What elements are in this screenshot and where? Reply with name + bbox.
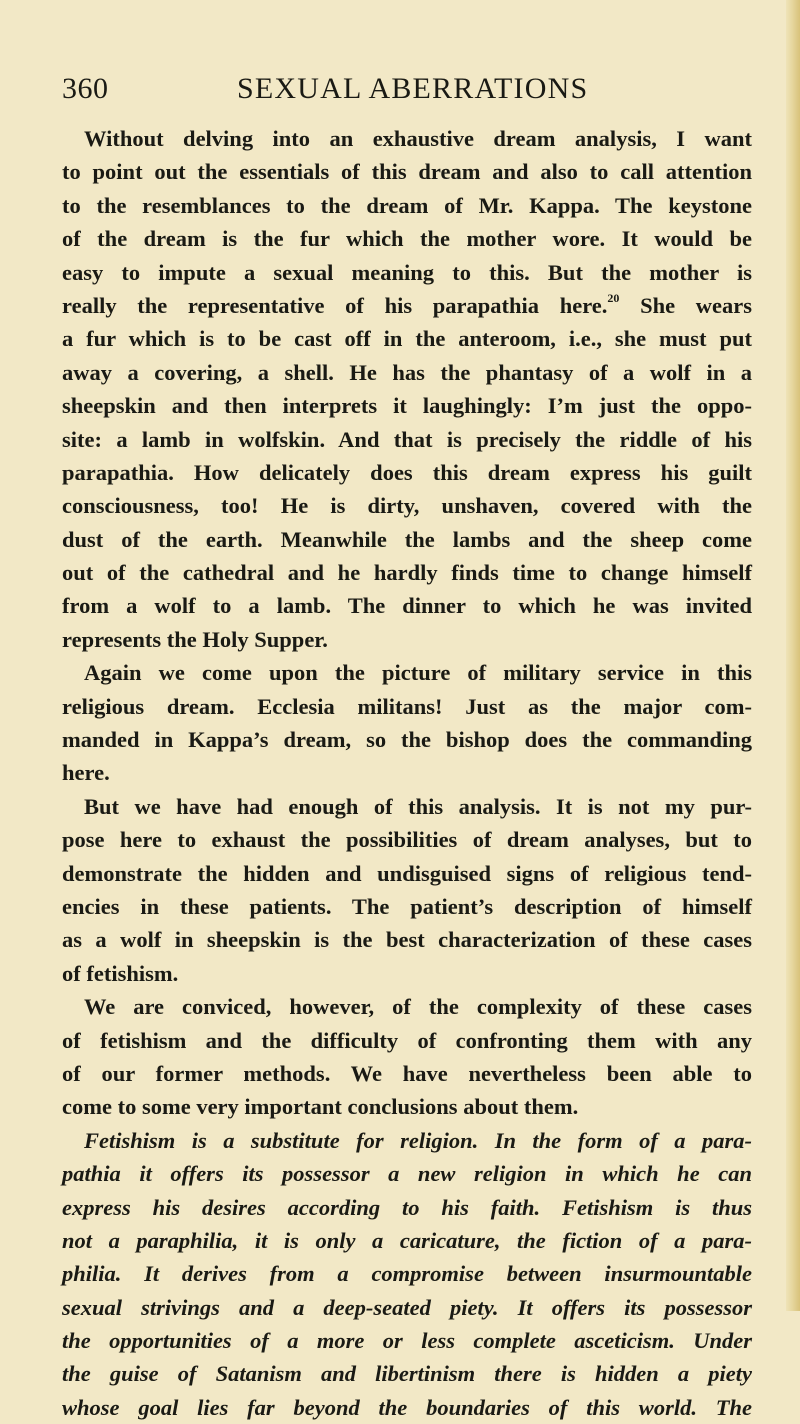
text-line: But we have had enough of this analysis. It is not my pur- xyxy=(84,793,752,819)
text-line: parapathia. How delicately does this dream express his guilt xyxy=(62,459,752,485)
text-line: from a wolf to a lamb. The dinner to which he was invited xyxy=(62,593,752,619)
text-line: religious dream. Ecclesia militans! Just as the major com- xyxy=(62,693,752,719)
text-segment: really the representative of his parapathia here. xyxy=(62,292,608,318)
italic-text-line: whose goal lies far beyond the boundaries of this world. The xyxy=(62,1394,752,1420)
text-line: sheepskin and then interprets it laughingly: I’m just the oppo- xyxy=(62,393,752,419)
page-edge xyxy=(786,0,800,1311)
text-line: Without delving into an exhaustive dream analysis, I want xyxy=(84,126,752,151)
text-segment: She wears xyxy=(640,292,753,318)
text-line: of fetishism and the difficulty of confronting them with any xyxy=(62,1027,752,1053)
footnote-marker: 20 xyxy=(607,291,620,306)
text-line: of the dream is the fur which the mother wore. It would be xyxy=(62,226,752,252)
italic-text-line: the opportunities of a more or less complete asceticism. Under xyxy=(62,1328,752,1354)
text-line: dust of the earth. Meanwhile the lambs and the sheep come xyxy=(62,526,752,552)
text-line: easy to impute a sexual meaning to this. But the mother is xyxy=(62,259,752,285)
text-line: represents the Holy Supper. xyxy=(62,626,328,652)
text-line: to point out the essentials of this dream and also to call attention xyxy=(62,159,752,185)
running-head: SEXUAL ABERRATIONS xyxy=(237,72,589,105)
italic-text-line: philia. It derives from a compromise between insurmountable xyxy=(62,1261,752,1287)
text-line: come to some very important conclusions about them. xyxy=(62,1094,579,1120)
text-line: manded in Kappa’s dream, so the bishop does the commanding xyxy=(62,727,752,753)
text-line: out of the cathedral and he hardly finds time to change himself xyxy=(62,560,752,586)
italic-text-line: express his desires according to his faith. Fetishism is thus xyxy=(62,1194,752,1220)
page-number: 360 xyxy=(62,72,109,105)
text-line: demonstrate the hidden and undisguised signs of religious tend- xyxy=(62,860,752,886)
italic-text-line: the guise of Satanism and libertinism there is hidden a piety xyxy=(62,1361,752,1387)
italic-text-line: Fetishism is a substitute for religion. In the form of a para- xyxy=(84,1127,752,1153)
text-line: Again we come upon the picture of military service in this xyxy=(84,660,752,686)
text-line-with-footnote xyxy=(62,289,752,322)
text-line: here. xyxy=(62,760,110,786)
text-line: away a covering, a shell. He has the phantasy of a wolf in a xyxy=(62,359,752,385)
text-line: consciousness, too! He is dirty, unshaven, covered with the xyxy=(62,493,752,519)
text-line: encies in these patients. The patient’s description of himself xyxy=(62,893,752,919)
italic-text-line: pathia it offers its possessor a new religion in which he can xyxy=(62,1161,752,1187)
italic-text-line: not a paraphilia, it is only a caricature, the fiction of a para- xyxy=(62,1227,752,1253)
body-text xyxy=(62,122,752,1424)
text-line: pose here to exhaust the possibilities of dream analyses, but to xyxy=(62,827,752,853)
text-line: We are conviced, however, of the complexity of these cases xyxy=(84,994,752,1020)
italic-text-line: sexual strivings and a deep-seated piety. It offers its possessor xyxy=(62,1294,752,1320)
text-line: of fetishism. xyxy=(62,960,179,986)
text-line: as a wolf in sheepskin is the best characterization of these cases xyxy=(62,927,752,953)
text-line: to the resemblances to the dream of Mr. Kappa. The keystone xyxy=(62,192,752,218)
text-line: site: a lamb in wolfskin. And that is precisely the riddle of his xyxy=(62,426,752,452)
page-header xyxy=(62,72,752,112)
text-line: of our former methods. We have nevertheless been able to xyxy=(62,1060,752,1086)
text-line: a fur which is to be cast off in the anteroom, i.e., she must put xyxy=(62,326,752,352)
